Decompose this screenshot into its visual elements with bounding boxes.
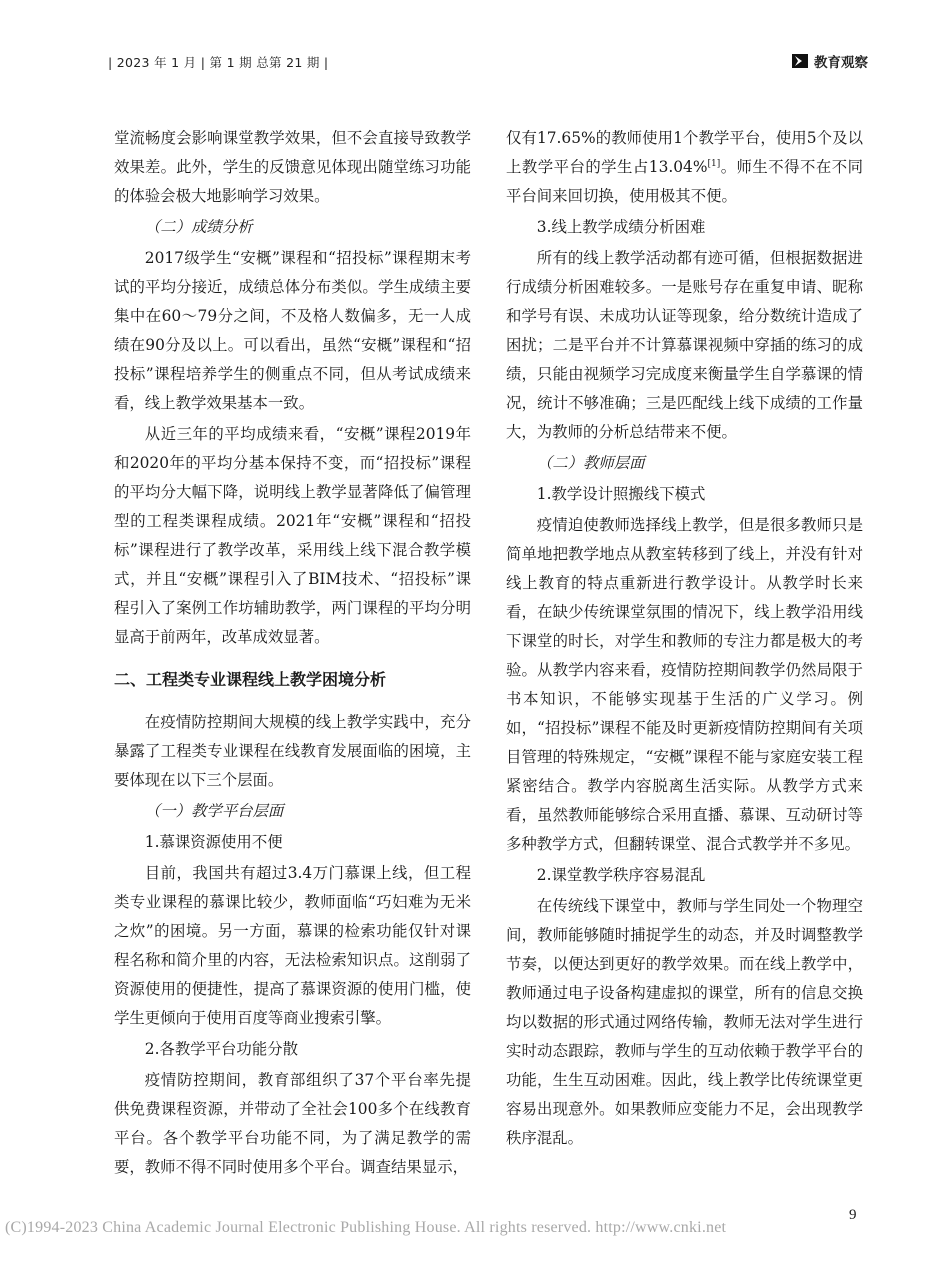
numbered-heading: 2.课堂教学秩序容易混乱 [536,866,706,884]
paragraph: 在疫情防控期间大规模的线上教学实践中，充分暴露了工程类专业课程在线教育发展面临的困境，主要体现在以下三个层面。 [114,713,471,789]
page-number: 9 [849,1207,857,1223]
citation-ref: [1] [707,158,721,169]
journal-brand [792,51,868,71]
paragraph: 2017级学生“安概”课程和“招投标”课程期末考试的平均分接近，成绩总体分布类似。学生成绩主要集中在60～79分之间，不及格人数偏多，无一人成绩在90分及以上。可以看出，虽然“安概”课程和“招投标”课程培养学生的侧重点不同，但从考试成绩来看，线上教学效果基本一致。 [114,249,471,412]
paragraph: 在传统线下课堂中，教师与学生同处一个物理空间，教师能够随时捕捉学生的动态，并及时调整教学节奏，以便达到更好的教学效果。而在线上教学中，教师通过电子设备构建虚拟的课堂，所有的信息交换均以数据的形式通过网络传输，教师无法对学生进行实时动态跟踪，教师与学生的互动依赖于教学平台的功能，生生互动困难。因此，线上教学比传统课堂更容易出现意外。如果教师应变能力不足，会出现教学秩序混乱。 [506,897,863,1147]
paragraph: 疫情迫使教师选择线上教学，但是很多教师只是简单地把教学地点从教室转移到了线上，并没有针对线上教育的特点重新进行教学设计。从教学时长来看，在缺少传统课堂氛围的情况下，线上教学沿用线下课堂的时长，对学生和教师的专注力都是极大的考验。从教学内容来看，疫情防控期间教学仍然局限于书本知识，不能够实现基于生活的广义学习。例如，“招投标”课程不能及时更新疫情防控期间有关项目管理的特殊规定，“安概”课程不能与家庭安装工程紧密结合。教学内容脱离生活实际。从教学方式来看，虽然教师能够综合采用直播、慕课、互动研讨等多种教学方式，但翻转课堂、混合式教学并不多见。 [506,516,863,853]
numbered-heading: 3.线上教学成绩分析困难 [536,218,706,236]
paragraph: 疫情防控期间，教育部组织了37个平台率先提供免费课程资源，并带动了全社会100多个在线教育平台。各个教学平台功能不同，为了满足教学的需要，教师不得不同时使用多个平台。调查结果显示， [114,1071,471,1176]
chevron-mark-icon [792,54,808,68]
paragraph: 目前，我国共有超过3.4万门慕课上线，但工程类专业课程的慕课比较少，教师面临“巧妇难为无米之炊”的困境。另一方面，慕课的检索功能仅针对课程名称和简介里的内容，无法检索知识点。这削弱了资源使用的便捷性，提高了慕课资源的使用门槛，使学生更倾向于使用百度等商业搜索引擎。 [114,864,471,1027]
left-column [114,124,471,1184]
paragraph: 所有的线上教学活动都有迹可循，但根据数据进行成绩分析困难较多。一是账号存在重复申请、昵称和学号有误、未成功认证等现象，给分数统计造成了困扰；二是平台并不计算慕课视频中穿插的练习的成绩，只能由视频学习完成度来衡量学生自学慕课的情况，统计不够准确；三是匹配线上线下成绩的工作量大，为教师的分析总结带来不便。 [506,249,863,441]
subsection-heading: （二）教师层面 [536,454,645,472]
copyright-footer: (C)1994-2023 China Academic Journal Electronic Publishing House. All rights reserved. http://www.cnki.net [5,1219,727,1236]
subsection-heading: （二）成绩分析 [144,218,253,236]
paragraph: 堂流畅度会影响课堂教学效果，但不会直接导致教学效果差。此外，学生的反馈意见体现出随堂练习功能的体验会极大地影响学习效果。 [114,129,471,205]
numbered-heading: 2.各教学平台功能分散 [144,1040,298,1058]
subsection-heading: （一）教学平台层面 [144,802,284,820]
page-header [108,50,868,72]
right-column [506,124,863,1155]
paragraph [506,124,863,211]
paragraph-text: 。师生不得不在不同平台间来回切换，使用极其不便。 [506,158,863,205]
paragraph-text: 仅有17.65%的教师使用1个教学平台，使用5个及以上教学平台的学生占13.04% [506,129,863,176]
section-heading: 二、工程类专业课程线上教学困境分析 [114,670,387,689]
numbered-heading: 1.教学设计照搬线下模式 [536,485,706,503]
journal-issue-info: | 2023 年 1 月 | 第 1 期 总第 21 期 | [108,55,329,70]
paragraph: 从近三年的平均成绩来看，“安概”课程2019年和2020年的平均分基本保持不变，而“招投标”课程的平均分大幅下降，说明线上教学显著降低了偏管理型的工程类课程成绩。2021年“安概”课程和“招投标”课程进行了教学改革，采用线上线下混合教学模式，并且“安概”课程引入了BIM技术、“招投标”课程引入了案例工作坊辅助教学，两门课程的平均分明显高于前两年，改革成效显著。 [114,425,471,646]
journal-name: 教育观察 [814,55,868,71]
numbered-heading: 1.慕课资源使用不便 [144,833,283,851]
